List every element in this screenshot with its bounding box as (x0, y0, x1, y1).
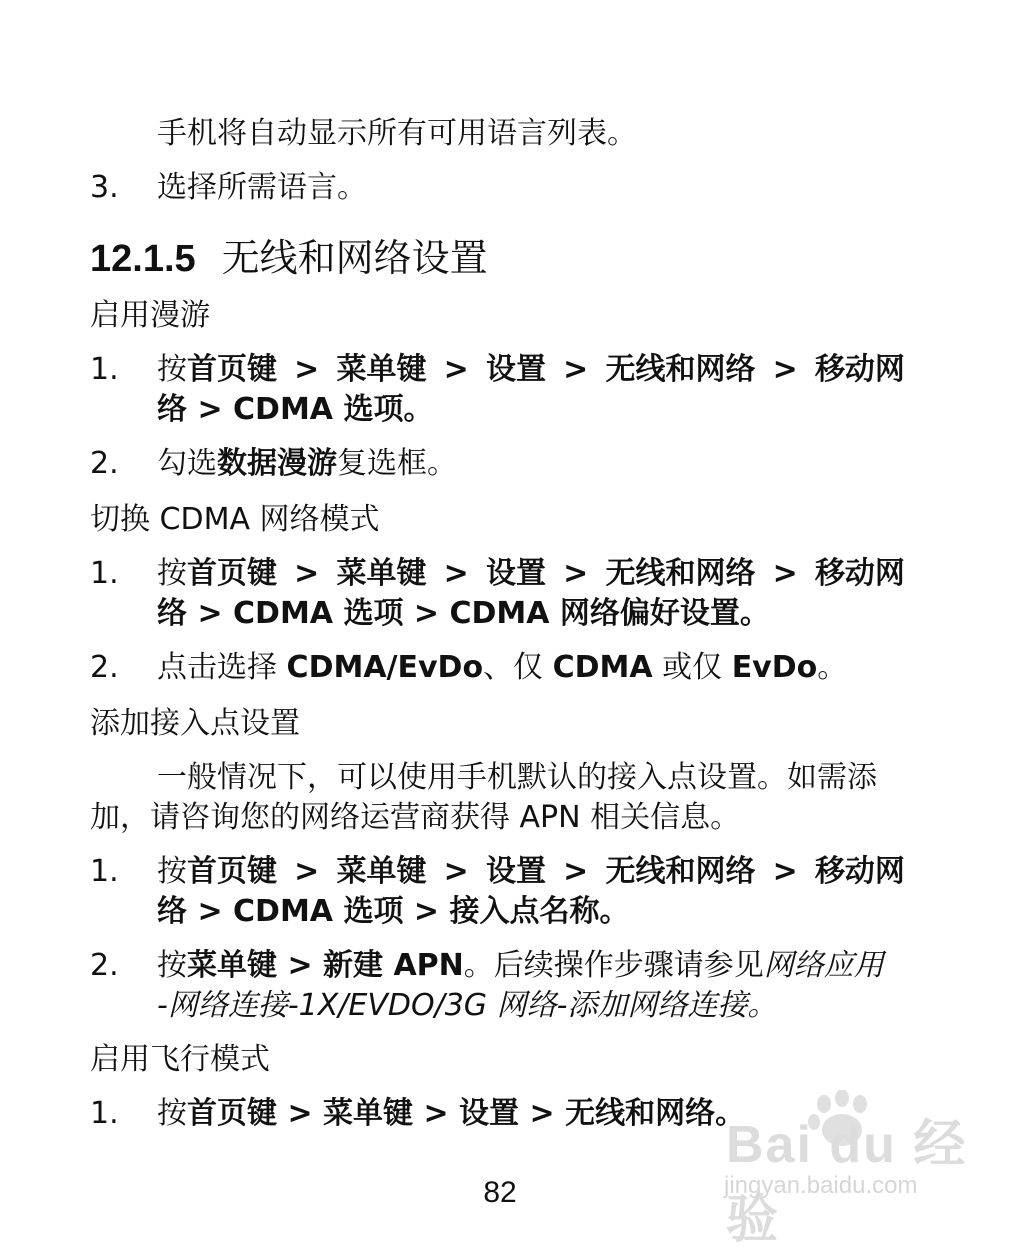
menu-path-item: 设置 (485, 854, 546, 889)
subsection-title: 添加接入点设置 (90, 706, 300, 741)
step-number: 3. (90, 170, 119, 205)
step-text: 点击选择 CDMA/EvDo、仅 CDMA 或仅 EvDo。 (157, 650, 848, 685)
step-number: 2. (90, 948, 119, 983)
step-number: 1. (90, 1096, 119, 1131)
step-number: 2. (90, 650, 119, 685)
step-line (157, 350, 905, 390)
step-number: 1. (90, 854, 119, 889)
path-separator: > (772, 854, 798, 889)
step-number: 1. (90, 352, 119, 387)
path-separator: > (443, 556, 469, 591)
step-text: 按首页键 > 菜单键 > 设置 > 无线和网络。 (157, 1096, 746, 1131)
subsection-title: 启用漫游 (90, 298, 210, 333)
step-line-continued: 络 > CDMA 选项。 (157, 392, 434, 427)
menu-path-item: 设置 (485, 352, 546, 387)
menu-path-item: 按首页键 (157, 352, 277, 387)
path-separator: > (563, 352, 589, 387)
menu-path-item: 移动网 (814, 854, 905, 889)
step-number: 1. (90, 556, 119, 591)
path-separator: > (294, 854, 320, 889)
step-text: 勾选数据漫游复选框。 (157, 446, 457, 481)
intro-text: 手机将自动显示所有可用语言列表。 (157, 116, 637, 151)
subsection-title: 启用飞行模式 (90, 1042, 270, 1077)
menu-path-item: 菜单键 (336, 556, 427, 591)
path-separator: > (443, 352, 469, 387)
path-separator: > (772, 556, 798, 591)
menu-path-item: 无线和网络 (605, 854, 756, 889)
paragraph-line: 一般情况下，可以使用手机默认的接入点设置。如需添 (157, 760, 877, 795)
menu-path-item: 设置 (485, 556, 546, 591)
step-line-continued: 络 > CDMA 选项 > 接入点名称。 (157, 894, 630, 929)
menu-path-item: 按首页键 (157, 556, 277, 591)
menu-path-item: 移动网 (814, 556, 905, 591)
menu-path-item: 移动网 (814, 352, 905, 387)
path-separator: > (443, 854, 469, 889)
step-line-continued: 络 > CDMA 选项 > CDMA 网络偏好设置。 (157, 596, 770, 631)
step-number: 2. (90, 446, 119, 481)
step-text: 选择所需语言。 (157, 170, 367, 205)
baidu-watermark (718, 1090, 968, 1249)
menu-path-item: 无线和网络 (605, 352, 756, 387)
menu-path-item: 菜单键 (336, 352, 427, 387)
paragraph-line: 加，请咨询您的网络运营商获得 APN 相关信息。 (90, 800, 741, 835)
step-text: 按菜单键 > 新建 APN。后续操作步骤请参见网络应用 (157, 948, 884, 983)
section-heading (90, 232, 488, 285)
menu-path-item: 无线和网络 (605, 556, 756, 591)
watermark-logo: Bai du 经验 (726, 1116, 968, 1249)
section-number: 12.1.5 (90, 238, 196, 280)
path-separator: > (563, 854, 589, 889)
path-separator: > (294, 556, 320, 591)
page-number: 82 (483, 1176, 517, 1209)
subsection-title: 切换 CDMA 网络模式 (90, 502, 380, 537)
menu-path-item: 按首页键 (157, 854, 277, 889)
path-separator: > (772, 352, 798, 387)
menu-path-item: 菜单键 (336, 854, 427, 889)
step-line (157, 852, 905, 892)
watermark-url: jingyan.baidu.com (724, 1172, 918, 1199)
path-separator: > (294, 352, 320, 387)
section-title: 无线和网络设置 (221, 236, 488, 280)
step-line (157, 554, 905, 594)
step-line-continued: -网络连接-1X/EVDO/3G 网络-添加网络连接。 (157, 988, 778, 1023)
path-separator: > (563, 556, 589, 591)
